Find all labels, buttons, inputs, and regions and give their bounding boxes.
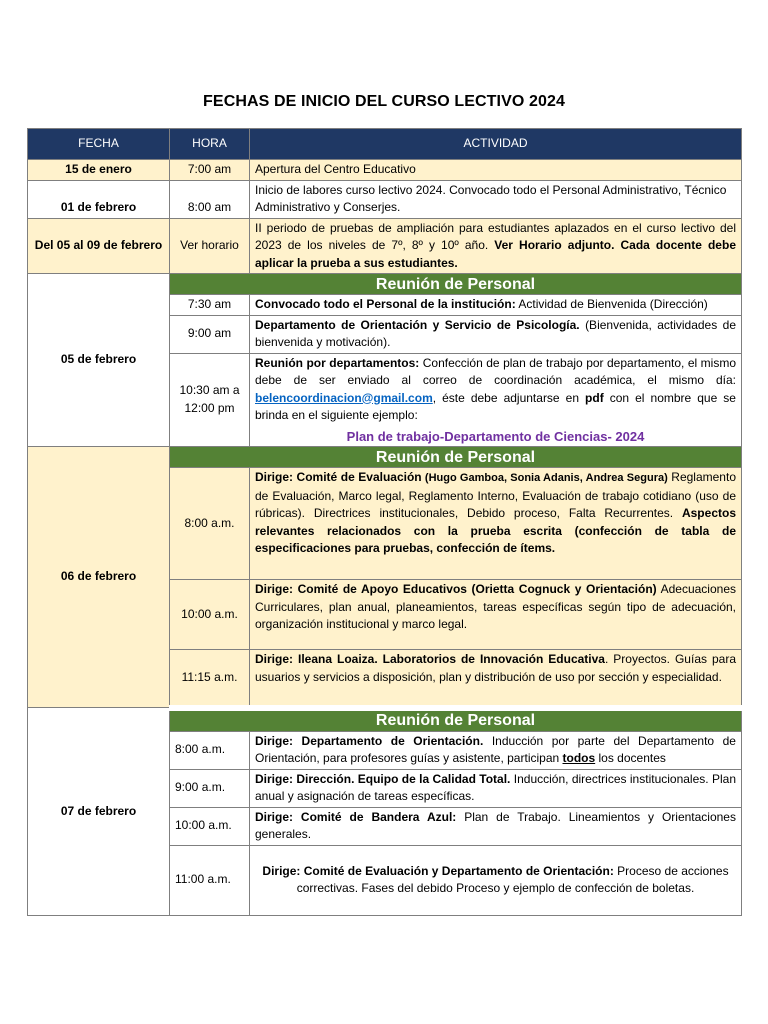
actividad-text: , éste debe adjuntarse en: [432, 390, 586, 405]
actividad-cell: [250, 650, 742, 708]
header-row: [28, 129, 742, 160]
fecha-cell: 07 de febrero: [28, 708, 170, 916]
todos-emphasis: todos: [562, 751, 596, 765]
actividad-text: (Bienvenida, actividades de bienvenida y motivación).: [255, 317, 737, 349]
hora-cell: 8:00 am: [170, 180, 250, 218]
actividad-lead: Dirige: Departamento de Orientación.: [255, 733, 484, 748]
hora-cell: 10:00 a.m.: [170, 580, 250, 650]
hora-cell: 11:15 a.m.: [170, 650, 250, 708]
actividad-text: Inducción, directrices institucionales. Plan anual y asignación de tareas específicas.: [255, 771, 736, 803]
section-band: Reunión de Personal: [170, 447, 742, 468]
hora-cell: 10:30 am a 12:00 pm: [170, 353, 250, 447]
schedule-table: [27, 128, 742, 916]
actividad-lead: Dirige: Ileana Loaiza. Laboratorios de Innovación Educativa: [255, 652, 605, 666]
actividad-cell: [250, 295, 742, 316]
actividad-cell: [250, 315, 742, 353]
actividad-bold-text: Aspectos relevantes relacionados con la prueba escrita (confección de tabla de especificaciones para pruebas, confección de ítems.: [255, 506, 736, 555]
actividad-text: los docentes: [595, 751, 666, 765]
header-hora: HORA: [170, 129, 250, 160]
actividad-text: Plan de Trabajo. Lineamientos y Orientaciones generales.: [255, 809, 736, 841]
actividad-text: Actividad de Bienvenida (Dirección): [515, 297, 708, 311]
table-row: [28, 160, 742, 181]
actividad-text: Reglamento de Evaluación, Marco legal, Reglamento Interno, Evaluación de trabajo cotidiano (uso de rúbricas). Directrices institucionales, Debido proceso, Falta Recurrentes.: [255, 470, 736, 520]
document-title: FECHAS DE INICIO DEL CURSO LECTIVO 2024: [203, 93, 565, 110]
actividad-lead: Dirige: Comité de Evaluación y Departamento de Orientación:: [262, 863, 614, 878]
table-row: [28, 447, 742, 468]
hora-cell: 11:00 a.m.: [170, 845, 250, 915]
fecha-cell: Del 05 al 09 de febrero: [28, 218, 170, 274]
actividad-cell: [250, 845, 742, 915]
actividad-cell: Apertura del Centro Educativo: [250, 160, 742, 181]
actividad-cell: [250, 807, 742, 845]
actividad-cell: [250, 353, 742, 447]
actividad-lead: Departamento de Orientación y Servicio de Psicología.: [255, 317, 580, 332]
actividad-lead: Convocado todo el Personal de la institución:: [255, 297, 516, 311]
hora-cell: 9:00 am: [170, 315, 250, 353]
section-band: Reunión de Personal: [170, 708, 742, 732]
actividad-text: Proceso de acciones correctivas. Fases del debido Proceso y ejemplo de confección de boletas.: [296, 863, 729, 895]
actividad-lead: Dirige: Comité de Evaluación: [255, 470, 422, 484]
actividad-cell: [250, 731, 742, 769]
actividad-text: con el nombre que se brinda en el siguiente ejemplo:: [255, 390, 736, 422]
actividad-text: Confección de plan de trabajo por departamento, el mismo debe de ser enviado al correo de coordinación académica, el mismo día:: [255, 355, 736, 387]
hora-cell: 8:00 a.m.: [170, 731, 250, 769]
actividad-cell: [250, 580, 742, 650]
actividad-text: Adecuaciones Curriculares, plan anual, planeamientos, tareas específicas según tipo de adecuación, organización institucional y marco legal.: [255, 582, 736, 631]
table-row: [28, 218, 742, 274]
hora-cell: 7:30 am: [170, 295, 250, 316]
email-link[interactable]: belencoordinacion@gmail.com: [255, 390, 433, 405]
table-row: [28, 274, 742, 295]
hora-cell: 9:00 a.m.: [170, 769, 250, 807]
actividad-text: . Proyectos. Guías para usuarios y servicios a disposición, plan y distribución de uso por sección y especialidad.: [255, 652, 736, 684]
hora-cell: Ver horario: [170, 218, 250, 274]
actividad-cell: [250, 468, 742, 580]
fecha-cell: 01 de febrero: [28, 180, 170, 218]
table-row: [28, 180, 742, 218]
actividad-bold-text: Ver Horario adjunto. Cada docente debe aplicar la prueba a sus estudiantes.: [255, 238, 736, 270]
pdf-label: pdf: [585, 390, 604, 405]
actividad-lead: Dirige: Comité de Bandera Azul:: [255, 809, 457, 824]
actividad-cell: [250, 218, 742, 274]
actividad-text: Inducción por parte del Departamento de Orientación, para profesores guías y asistente, participan: [255, 733, 736, 765]
actividad-text: II periodo de pruebas de ampliación para estudiantes aplazados en el curso lectivo del 2023 de los niveles de 7º, 8º y 10º año.: [255, 220, 736, 252]
actividad-lead: Dirige: Dirección. Equipo de la Calidad Total.: [255, 771, 511, 786]
hora-cell: 10:00 a.m.: [170, 807, 250, 845]
actividad-lead: Dirige: Comité de Apoyo Educativos (Orietta Cognuck y Orientación): [255, 582, 657, 596]
header-actividad: ACTIVIDAD: [250, 129, 742, 160]
actividad-cell: Inicio de labores curso lectivo 2024. Convocado todo el Personal Administrativo, Técnico Administrativo y Conserjes.: [250, 180, 742, 218]
fecha-cell: 06 de febrero: [28, 447, 170, 708]
table-row: [28, 708, 742, 732]
actividad-lead: Reunión por departamentos:: [255, 355, 420, 370]
fecha-cell: 05 de febrero: [28, 274, 170, 447]
example-title: Plan de trabajo-Departamento de Ciencias- 2024: [346, 428, 645, 444]
hora-cell: 8:00 a.m.: [170, 468, 250, 580]
hora-cell: 7:00 am: [170, 160, 250, 181]
actividad-names: (Hugo Gamboa, Sonia Adanis, Andrea Segura): [421, 472, 668, 484]
header-fecha: FECHA: [28, 129, 170, 160]
section-band: Reunión de Personal: [170, 274, 742, 295]
actividad-cell: [250, 769, 742, 807]
fecha-cell: 15 de enero: [28, 160, 170, 181]
